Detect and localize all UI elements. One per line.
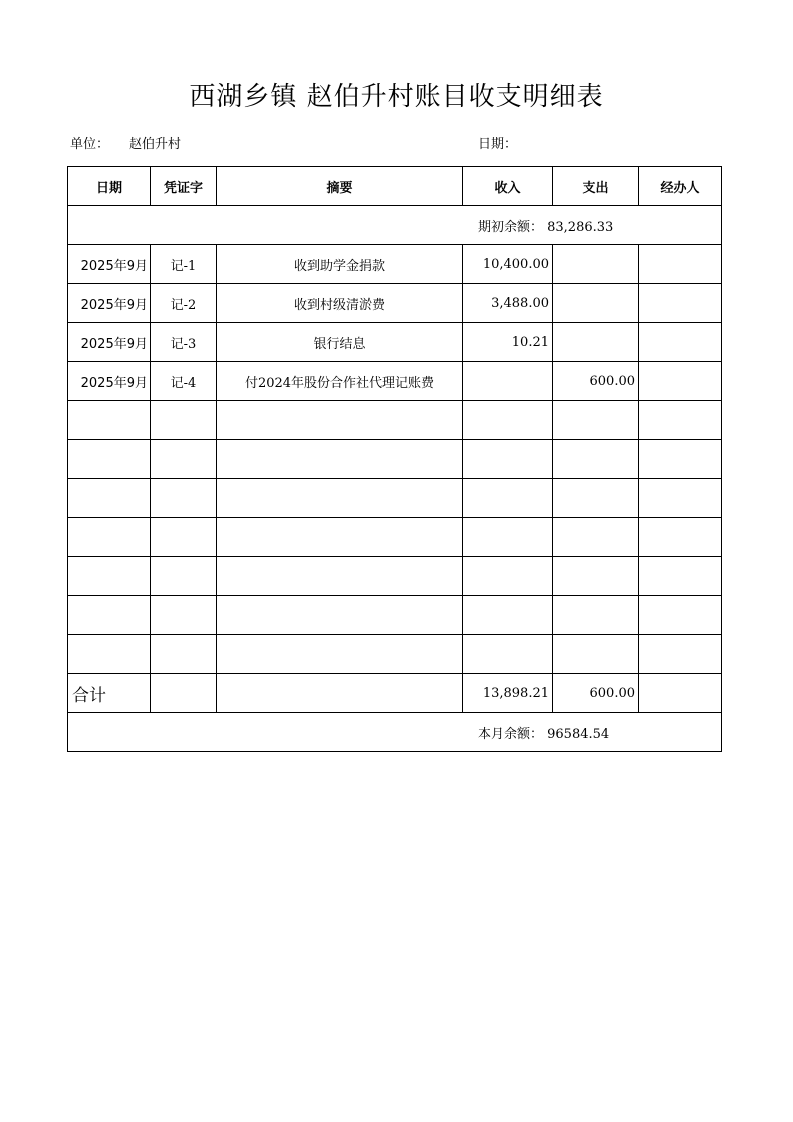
row-income: 3,488.00 — [463, 284, 553, 323]
empty-row — [68, 596, 722, 635]
header-date: 日期 — [68, 167, 151, 206]
empty-row — [68, 440, 722, 479]
totals-row — [68, 674, 722, 713]
table-row — [68, 245, 722, 284]
row-voucher: 记-2 — [151, 284, 217, 323]
unit-label: 单位： — [70, 137, 110, 152]
row-expense — [553, 284, 639, 323]
row-handler — [639, 284, 722, 323]
row-summary: 付2024年股份合作社代理记账费 — [217, 362, 463, 401]
table-row — [68, 362, 722, 401]
header-row — [68, 167, 722, 206]
header-voucher: 凭证字 — [151, 167, 217, 206]
row-date: 2025年9月 — [68, 245, 151, 284]
row-handler — [639, 323, 722, 362]
row-handler — [639, 362, 722, 401]
row-summary: 收到助学金捐款 — [217, 245, 463, 284]
header-handler: 经办人 — [639, 167, 722, 206]
table-row — [68, 284, 722, 323]
totals-income: 13,898.21 — [463, 674, 553, 713]
row-voucher: 记-3 — [151, 323, 217, 362]
row-date: 2025年9月 — [68, 362, 151, 401]
unit-value: 赵伯升村 — [129, 137, 182, 152]
month-balance: 本月余额： 96584.54 — [68, 713, 722, 752]
table-row — [68, 323, 722, 362]
opening-balance: 期初余额： 83,286.33 — [68, 206, 722, 245]
row-date: 2025年9月 — [68, 284, 151, 323]
header-summary: 摘要 — [217, 167, 463, 206]
header-expense: 支出 — [553, 167, 639, 206]
empty-row — [68, 479, 722, 518]
month-balance-row — [68, 713, 722, 752]
row-expense — [553, 323, 639, 362]
row-expense: 600.00 — [553, 362, 639, 401]
row-date: 2025年9月 — [68, 323, 151, 362]
empty-row — [68, 635, 722, 674]
row-voucher: 记-1 — [151, 245, 217, 284]
empty-row — [68, 401, 722, 440]
empty-row — [68, 557, 722, 596]
ledger-table — [67, 166, 722, 752]
date-label: 日期： — [478, 137, 518, 152]
row-summary: 银行结息 — [217, 323, 463, 362]
header-income: 收入 — [463, 167, 553, 206]
row-income: 10,400.00 — [463, 245, 553, 284]
opening-balance-row — [68, 206, 722, 245]
totals-expense: 600.00 — [553, 674, 639, 713]
row-voucher: 记-4 — [151, 362, 217, 401]
row-handler — [639, 245, 722, 284]
page-title: 西湖乡镇 赵伯升村账目收支明细表 — [189, 82, 604, 112]
row-summary: 收到村级清淤费 — [217, 284, 463, 323]
row-income: 10.21 — [463, 323, 553, 362]
row-expense — [553, 245, 639, 284]
row-income — [463, 362, 553, 401]
totals-label: 合计 — [68, 674, 151, 713]
empty-row — [68, 518, 722, 557]
